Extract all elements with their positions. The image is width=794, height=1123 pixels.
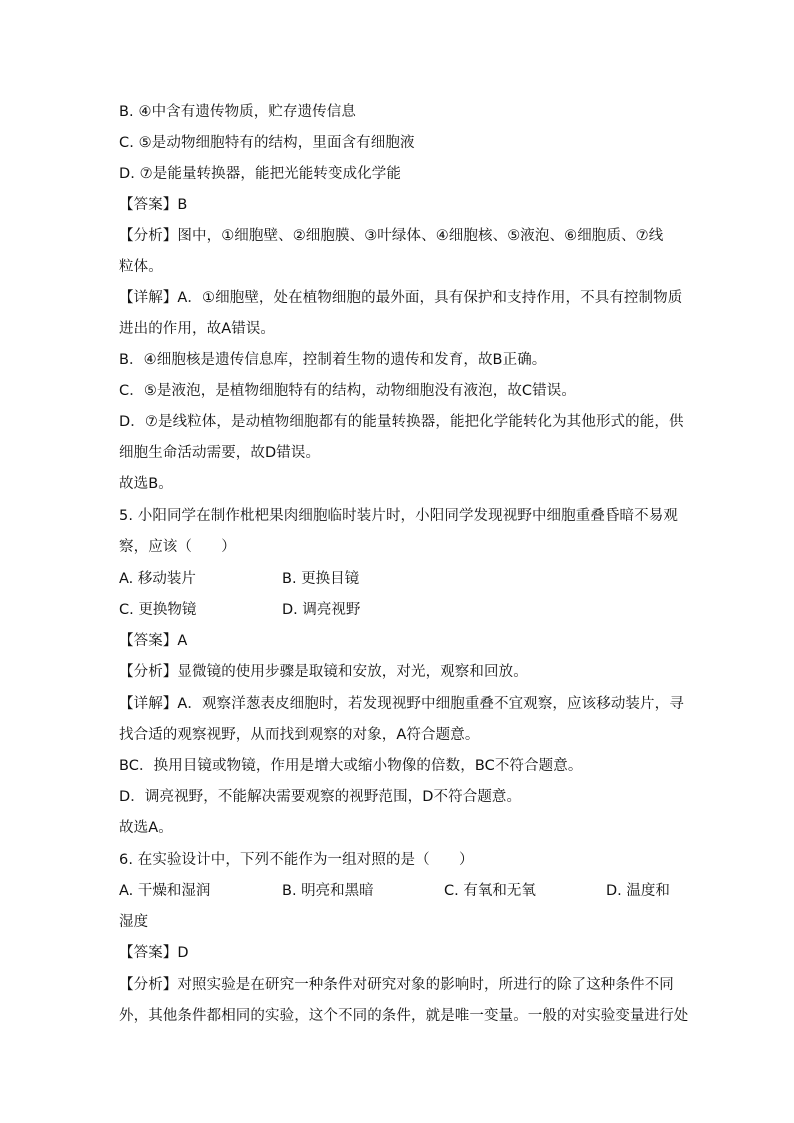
q5-stem-line-1: 5. 小阳同学在制作枇杷果肉细胞临时装片时，小阳同学发现视野中细胞重叠昏暗不易观 [119, 508, 678, 524]
q6-answer: 【答案】D [119, 945, 189, 961]
q6-stem: 6. 在实验设计中，下列不能作为一组对照的是（ ） [119, 852, 474, 868]
q4-answer: 【答案】B [119, 197, 188, 213]
q6-option-c: C. 有氧和无氧 [444, 883, 536, 899]
q5-explanation-line-4: D．调亮视野，不能解决需要观察的视野范围，D不符合题意。 [119, 789, 522, 805]
q5-option-b: B. 更换目镜 [282, 571, 360, 587]
q6-option-d-continued: 湿度 [119, 914, 149, 930]
q4-option-d: D. ⑦是能量转换器，能把光能转变成化学能 [119, 166, 401, 182]
q5-answer: 【答案】A [119, 633, 188, 649]
q4-explanation-line-2: 进出的作用，故A错误。 [119, 321, 276, 337]
q5-explanation-line-1: 【详解】A．观察洋葱表皮细胞时，若发现视野中细胞重叠不宜观察，应该移动装片，寻 [119, 696, 684, 712]
q6-option-d: D. 温度和 [606, 883, 670, 899]
q4-analysis-line-2: 粒体。 [119, 259, 163, 275]
q5-option-c: C. 更换物镜 [119, 602, 197, 618]
q4-explanation-line-6: 细胞生命活动需要，故D错误。 [119, 445, 321, 461]
q4-explanation-line-3: B．④细胞核是遗传信息库，控制着生物的遗传和发育，故B正确。 [119, 352, 547, 368]
q4-explanation-line-4: C．⑤是液泡，是植物细胞特有的结构，动物细胞没有液泡，故C错误。 [119, 383, 576, 399]
q6-analysis-line-1: 【分析】对照实验是在研究一种条件对研究对象的影响时，所进行的除了这种条件不同 [119, 977, 674, 993]
q4-explanation-line-5: D．⑦是线粒体，是动植物细胞都有的能量转换器，能把化学能转化为其他形式的能，供 [119, 414, 684, 430]
q4-option-b: B. ④中含有遗传物质，贮存遗传信息 [119, 104, 356, 120]
q5-stem-line-2: 察，应该（ ） [119, 539, 236, 555]
q4-option-c: C. ⑤是动物细胞特有的结构，里面含有细胞液 [119, 135, 415, 151]
q5-options-row-1 [119, 569, 679, 589]
q4-analysis-line-1: 【分析】图中，①细胞壁、②细胞膜、③叶绿体、④细胞核、⑤液泡、⑥细胞质、⑦线 [119, 228, 664, 244]
q6-option-b: B. 明亮和黑暗 [282, 883, 374, 899]
q5-option-a: A. 移动装片 [119, 571, 196, 587]
q5-explanation-line-3: BC．换用目镜或物镜，作用是增大或缩小物像的倍数，BC不符合题意。 [119, 758, 583, 774]
q5-conclusion: 故选A。 [119, 820, 173, 836]
q4-conclusion: 故选B。 [119, 476, 173, 492]
q6-options-row [119, 881, 679, 901]
q6-option-a: A. 干燥和湿润 [119, 883, 211, 899]
q5-explanation-line-2: 找合适的观察视野，从而找到观察的对象，A符合题意。 [119, 727, 480, 743]
q5-option-d: D. 调亮视野 [282, 602, 361, 618]
q5-options-row-2 [119, 600, 679, 620]
q6-analysis-line-2: 外，其他条件都相同的实验，这个不同的条件，就是唯一变量。一般的对实验变量进行处 [119, 1008, 689, 1024]
q4-explanation-line-1: 【详解】A．①细胞壁，处在植物细胞的最外面，具有保护和支持作用，不具有控制物质 [119, 290, 683, 306]
q5-analysis: 【分析】显微镜的使用步骤是取镜和安放，对光，观察和回放。 [119, 664, 528, 680]
